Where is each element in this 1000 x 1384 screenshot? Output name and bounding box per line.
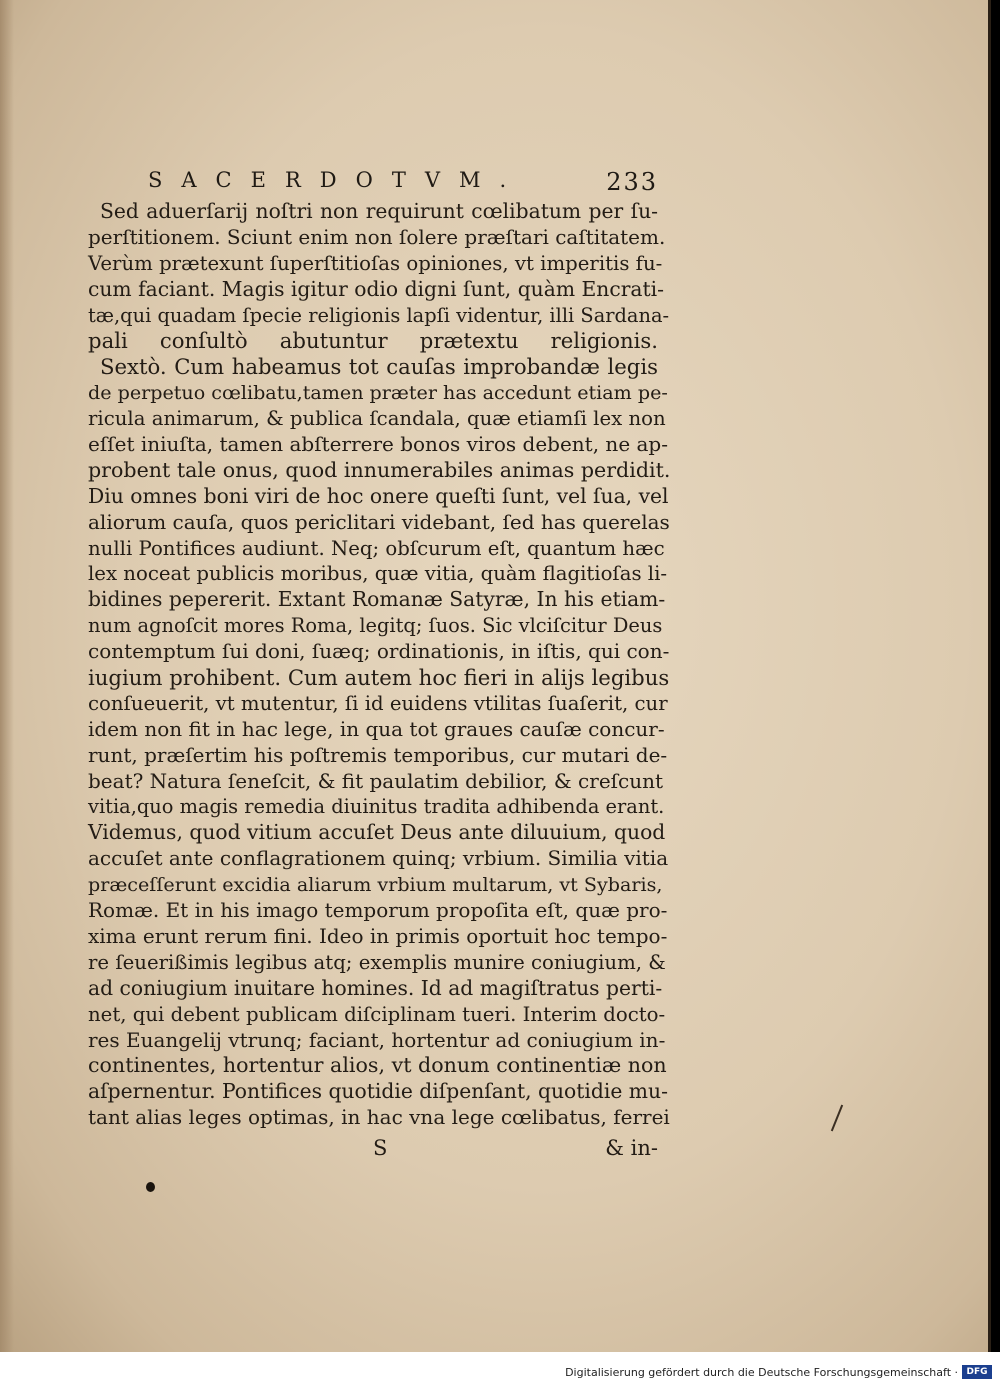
text-line: num agnoſcit mores Roma, legitq; ſuos. Sic vlciſcitur Deus xyxy=(88,614,663,638)
text-line: tant alias leges optimas, in hac vna lege cœlibatus, ferrei xyxy=(88,1105,670,1130)
text-line: aliorum cauſa, quos periclitari videbant, ſed has querelas xyxy=(88,509,670,534)
page-number: 233 xyxy=(606,168,658,196)
text-line: Videmus, quod vitium accuſet Deus ante diluuium, quod xyxy=(88,820,666,845)
body-text xyxy=(88,199,671,1131)
text-line: Diu omnes boni viri de hoc onere queſti ſunt, vel ſua, vel xyxy=(88,483,669,508)
text-line: contemptum ſui doni, ſuæq; ordinationis, in iſtis, qui con- xyxy=(88,639,670,664)
text-line: pali conſultò abutuntur prætextu religionis. xyxy=(88,328,658,354)
dfg-logo: DFG xyxy=(962,1365,992,1379)
text-line: iugium prohibent. Cum autem hoc fieri in alijs legibus xyxy=(88,665,670,691)
text-line: ricula animarum, & publica ſcandala, quæ etiamſi lex non xyxy=(88,407,666,431)
text-line: lex noceat publicis moribus, quæ vitia, quàm flagitioſas li- xyxy=(88,562,668,586)
text-line: nulli Pontifices audiunt. Neq; obſcurum eſt, quantum hæc xyxy=(88,536,665,560)
text-line: probent tale onus, quod innumerabiles animas perdidit. xyxy=(88,457,671,482)
ink-speck xyxy=(146,1182,155,1192)
text-line: tæ,qui quadam ſpecie religionis lapſi videntur, illi Sardana- xyxy=(88,303,670,327)
pen-mark xyxy=(831,1105,843,1132)
catchword: & in- xyxy=(605,1136,658,1160)
text-line: ad coniugium inuitare homines. Id ad magiſtratus perti- xyxy=(88,975,663,1000)
text-line: accuſet ante conflagrationem quinq; vrbium. Similia vitia xyxy=(88,846,669,871)
text-line: beat? Natura ſeneſcit, & fit paulatim debilior, & creſcunt xyxy=(88,768,664,793)
text-line: Romæ. Et in his imago temporum propoſita eſt, quæ pro- xyxy=(88,898,668,923)
text-line: idem non fit in hac lege, in qua tot graues cauſæ concur- xyxy=(88,716,665,741)
text-line: conſueuerit, vt mutentur, ſi id euidens vtilitas ſuaſerit, cur xyxy=(88,691,668,715)
text-line: net, qui debent publicam diſciplinam tueri. Interim docto- xyxy=(88,1002,666,1026)
text-line: Sed aduerſarij noſtri non requirunt cœlibatum per ſu- xyxy=(100,199,658,223)
text-line: præceſſerunt excidia aliarum vrbium multarum, vt Sybaris, xyxy=(88,873,663,897)
text-line: res Euangelij vtrunq; faciant, hortentur ad coniugium in- xyxy=(88,1027,666,1052)
page-header xyxy=(148,168,658,198)
text-line: eſſet iniuſta, tamen abſterrere bonos viros debent, ne ap- xyxy=(88,432,668,457)
text-line: de perpetuo cœlibatu,tamen præter has accedunt etiam pe- xyxy=(88,381,668,405)
signature-mark: S xyxy=(373,1136,388,1160)
text-line: xima erunt rerum fini. Ideo in primis oportuit hoc tempo- xyxy=(88,923,668,948)
text-line: continentes, hortentur alios, vt donum continentiæ non xyxy=(88,1053,667,1078)
text-line: cum faciant. Magis igitur odio digni ſunt, quàm Encrati- xyxy=(88,276,665,301)
text-line: re ſeuerißimis legibus atq; exemplis munire coniugium, & xyxy=(88,950,666,974)
text-line: perſtitionem. Sciunt enim non ſolere præſtari caſtitatem. xyxy=(88,224,666,249)
text-line: vitia,quo magis remedia diuinitus tradita adhibenda erant. xyxy=(88,795,665,819)
digitization-credit: Digitalisierung gefördert durch die Deutsche Forschungsgemeinschaft · xyxy=(565,1366,958,1379)
text-line: aſpernentur. Pontifices quotidie diſpenſant, quotidie mu- xyxy=(88,1079,668,1104)
running-title: SACERDOTVM. xyxy=(148,168,526,192)
text-line: Verùm prætexunt ſuperſtitioſas opiniones, vt imperitis fu- xyxy=(88,251,663,275)
page-footer xyxy=(88,1136,658,1166)
text-line: runt, præſertim his poſtremis temporibus, cur mutari de- xyxy=(88,742,668,767)
text-line: Sextò. Cum habeamus tot cauſas improbandæ legis xyxy=(100,354,658,380)
text-line: bidines pepererit. Extant Romanæ Satyræ, In his etiam- xyxy=(88,587,666,612)
